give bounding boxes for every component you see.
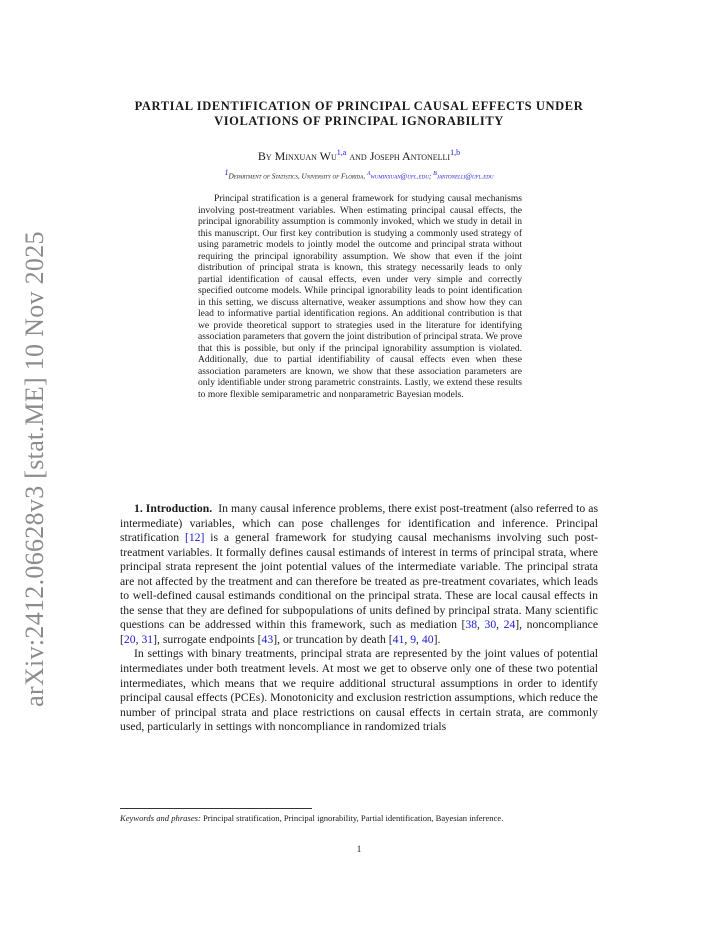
author-2-affil[interactable]: 1,b xyxy=(450,148,461,157)
and-label: and xyxy=(349,149,367,163)
author-1-affil[interactable]: 1,a xyxy=(336,148,347,157)
abstract xyxy=(198,193,522,400)
keywords-label: Keywords and phrases: xyxy=(120,813,201,823)
affil-sup-a: a xyxy=(366,168,371,177)
citation-link[interactable]: 43 xyxy=(261,632,274,646)
text-run: ]. xyxy=(433,632,441,646)
citation-link[interactable]: 40 xyxy=(421,632,434,646)
text-run: ], or truncation by death [ xyxy=(273,632,393,646)
text-run: ], surrogate endpoints [ xyxy=(153,632,262,646)
by-label: By xyxy=(257,149,272,163)
intro-paragraph-1 xyxy=(120,502,598,647)
page-number: 1 xyxy=(356,845,362,855)
author-line xyxy=(120,146,598,163)
citation-link[interactable]: 31 xyxy=(141,632,154,646)
text-run: ], noncompliance [ xyxy=(120,618,599,646)
affil-dept: Department of Statistics, University of Florida, xyxy=(228,171,366,181)
introduction-section xyxy=(120,502,598,735)
arxiv-identifier xyxy=(20,231,50,707)
citation-link[interactable]: 38 xyxy=(465,618,478,632)
paper-title: PARTIAL IDENTIFICATION OF PRINCIPAL CAUSAL EFFECTS UNDER VIOLATIONS OF PRINCIPAL IGNORABILITY xyxy=(134,99,584,128)
email-b-link[interactable]: jantonelli@ufl.edu xyxy=(436,171,494,181)
affil-sup-1: 1 xyxy=(224,168,229,177)
text-run: , xyxy=(496,618,504,632)
footnote-divider xyxy=(120,808,312,809)
text-run: , xyxy=(135,632,142,646)
text-run: is a general framework for studying causal mechanisms involving such post-treatment variables. It formally defines causal estimands of interest in terms of principal strata, where principal strata represent the joint potential values of the intermediate variable. The principal strata are not affected by the treatment and can therefore be treated as pre-treatment covariates, which leads to well-defined causal estimands conditional on the principal strata. These are local causal effects in the sense that they are defined for subpopulations of units defined by principal strata. Many scientific questions can be addressed within this framework, such as mediation [ xyxy=(120,531,598,632)
text-run: , xyxy=(477,618,485,632)
text-run: , xyxy=(416,632,422,646)
affil-sup-b: b xyxy=(433,168,437,177)
citation-link[interactable]: 41 xyxy=(392,632,405,646)
citation-link[interactable]: 24 xyxy=(503,618,516,632)
citation-link[interactable]: 30 xyxy=(484,618,497,632)
intro-paragraph-2: In settings with binary treatments, principal strata are represented by the joint values of potential intermediates under both treatment levels. At most we get to observe only one of these two potential intermediates, which means that we require additional structural assumptions in order to identify principal causal effects (PCEs). Monotonicity and exclusion restriction assumptions, which reduce the number of principal strata and place restrictions on causal effects in certain strata, are commonly used, particularly in settings with noncompliance in randomized trials xyxy=(120,647,598,734)
author-1: Minxuan Wu xyxy=(274,149,337,163)
citation-link[interactable]: [12] xyxy=(184,531,205,545)
affil-sep: ; xyxy=(428,171,432,181)
abstract-text: Principal stratification is a general framework for studying causal mechanisms involving post-treatment variables. When estimating principal causal effects, the principal ignorability assumption is commonly invoked, which we study in detail in this manuscript. Our first key contribution is studying a commonly used strategy of using parametric models to jointly model the outcome and principal strata without requiring the principal ignorability assumption. We show that even if the joint distribution of principal strata is known, this strategy necessarily leads to only partial identification of causal effects, even under very simple and correctly specified outcome models. While principal ignorability leads to point identification in this setting, we discuss alternative, weaker assumptions and show how they can lead to informative partial identification regions. An additional contribution is that we provide theoretical support to strategies used in the literature for identifying association parameters that govern the joint distribution of principal strata. We prove that this is possible, but only if the principal ignorability assumption is violated. Additionally, due to partial identifiability of causal effects even when these association parameters are known, we show that these association parameters are only identifiable under strong parametric constraints. Lastly, we extend these results to more flexible semiparametric and nonparametric Bayesian models. xyxy=(198,193,522,400)
affiliation xyxy=(120,168,598,181)
text-run: , xyxy=(404,632,411,646)
email-a-link[interactable]: wuminxuan@ufl.edu xyxy=(370,171,429,181)
keywords-text: Principal stratification, Principal ignorability, Partial identification, Bayesian inference. xyxy=(200,813,504,823)
author-2: Joseph Antonelli xyxy=(369,149,451,163)
keywords-footnote xyxy=(120,813,598,825)
section-heading: 1. Introduction. xyxy=(134,502,213,515)
text-run: In many causal inference problems, there exist post-treatment (also referred to as intermediate) variables, which can pose challenges for identification and inference. Principal stratification xyxy=(120,502,599,545)
arxiv-identifier-text: arXiv:2412.06628v3 [stat.ME] 10 Nov 2025 xyxy=(20,231,49,707)
citation-link[interactable]: 20 xyxy=(123,632,136,646)
citation-link[interactable]: 9 xyxy=(410,632,417,646)
